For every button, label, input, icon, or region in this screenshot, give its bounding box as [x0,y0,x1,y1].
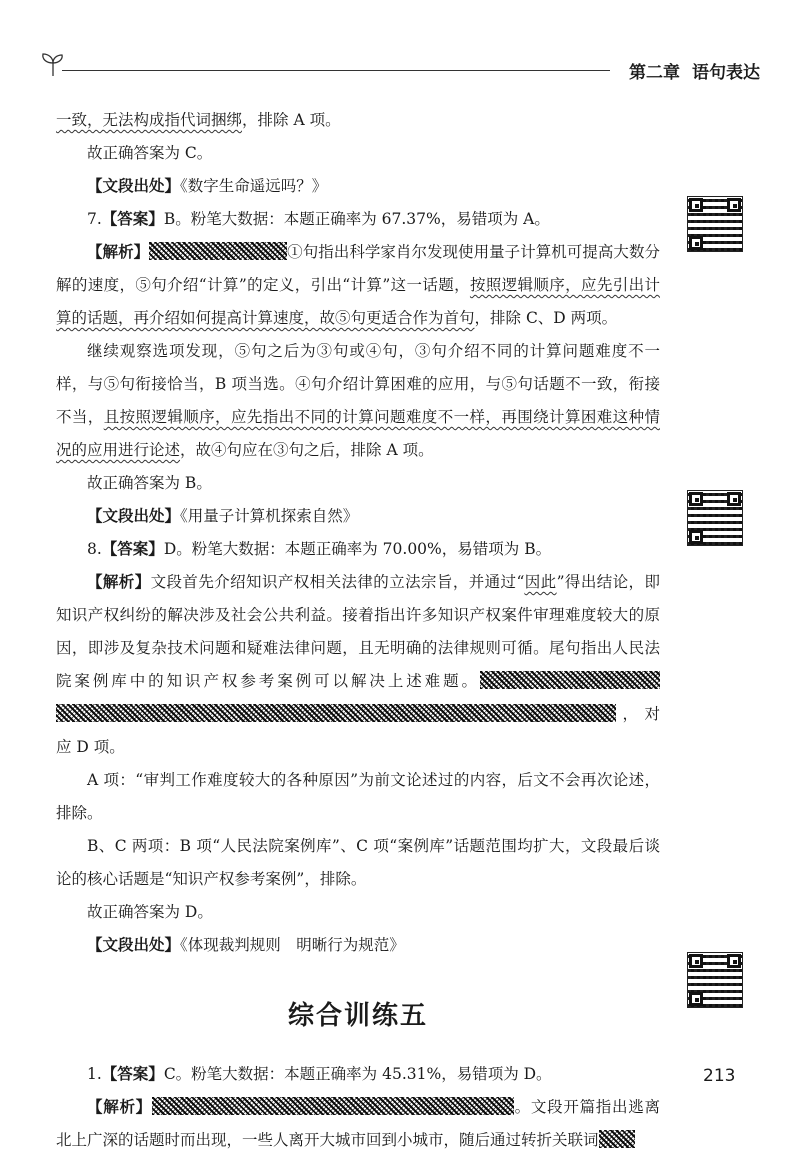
source-label: 【文段出处】 [87,936,181,954]
text: ，排除 A 项。 [242,111,341,129]
analysis-label: 【解析】 [87,1098,152,1116]
page-content [56,104,660,1157]
qr-code-icon[interactable] [687,490,743,546]
question-answer-7 [56,203,660,236]
source-title: 《数字生命遥远吗？》 [180,177,328,195]
page-number: 213 [703,1066,736,1086]
question-number: 8. [87,540,102,558]
analysis-7 [56,236,660,335]
underlined-text: 按照逻辑顺序，应先引出计算的话题，再介绍如何提高计算速度，故⑤句更适合作为首句 [56,276,660,327]
redacted-block [480,671,660,689]
analysis-7-continued [56,335,660,467]
question-answer-8 [56,533,660,566]
option-analysis-bc: B、C 两项：B 项“人民法院案例库”、C 项“案例库”话题范围均扩大，文段最后谈论的核心话题是“知识产权参考案例”，排除。 [56,837,660,888]
question-answer-1 [56,1058,660,1091]
text: ，故④句应在③句之后，排除 A 项。 [180,441,434,459]
option-analysis-a: A 项：“审判工作难度较大的各种原因”为前文论述过的内容，后文不会再次论述，排除。 [56,771,660,822]
running-header [40,52,760,82]
answer-line: 故正确答案为 C。 [87,144,213,162]
text: ①句指出科学家肖尔发现使用量子计算机可提高大数分解的速度，⑤句介绍“计算”的定义，引出“计算”这一话题， [56,243,660,294]
answer-label: 【答案】 [101,540,164,558]
analysis-1 [56,1091,660,1157]
text: 文段首先介绍知识产权相关法律的立法宗旨，并通过“ [150,573,525,591]
answer-text: D。粉笔大数据：本题正确率为 70.00%，易错项为 B。 [163,540,552,558]
answer-label: 【答案】 [101,210,164,228]
text: ，对应 D 项。 [56,705,660,756]
answer-text: B。粉笔大数据：本题正确率为 67.37%，易错项为 A。 [163,210,550,228]
section-label: 语句表达 [692,63,760,83]
analysis-label: 【解析】 [87,243,150,261]
redacted-block [599,1130,635,1148]
text: 继续观察选项发现，⑤句之后为③句或④句，③句介绍不同的计算问题难度不一样，与⑤句衔接恰当，B 项当选。④句介绍计算困难的应用，与⑤句话题不一致，衔接不当， [56,342,660,426]
redacted-block [56,704,616,722]
section-title: 综合训练五 [287,1001,428,1031]
source-line [56,929,660,962]
underlined-text: 因此 [524,573,557,591]
question-number: 7. [87,210,102,228]
chapter-label: 第二章 [629,63,680,83]
source-title: 《体现裁判规则 明晰行为规范》 [180,936,405,954]
answer-line: 故正确答案为 D。 [87,903,213,921]
redacted-block [152,1097,514,1115]
answer-line: 故正确答案为 B。 [87,474,212,492]
header-title [629,58,760,83]
source-title: 《用量子计算机探索自然》 [180,507,359,525]
qr-code-icon[interactable] [687,952,743,1008]
qr-code-icon[interactable] [687,196,743,252]
text: ”得出结论，即知识产权纠纷的解决涉及社会公共利益。接着指出许多知识产权案件审理难度较大的原因，即涉及复杂技术问题和疑难法律问题，且无明确的法律规则可循。尾句指出人民法院案例库中的知识产权参考案例可以解决上述难题。 [56,573,660,690]
answer-text: C。粉笔大数据：本题正确率为 45.31%，易错项为 D。 [163,1065,552,1083]
source-line [56,500,660,533]
analysis-8 [56,566,660,764]
header-rule [62,70,610,71]
question-number: 1. [87,1065,102,1083]
text: 。文段开篇指出逃离北上广深的话题时而出现，一些人离开大城市回到小城市，随后通过转折关联词 [56,1098,660,1149]
source-label: 【文段出处】 [87,507,181,525]
source-line [56,170,660,203]
text: ，排除 C、D 两项。 [474,309,618,327]
answer-label: 【答案】 [101,1065,164,1083]
redacted-block [149,242,287,260]
paragraph [56,104,660,137]
leaf-icon [40,52,66,78]
source-label: 【文段出处】 [87,177,181,195]
analysis-label: 【解析】 [87,573,151,591]
underlined-text: 一致，无法构成指代词捆绑 [56,111,243,129]
underlined-text: 且按照逻辑顺序，应先指出不同的计算问题难度不一样，再围绕计算困难这种情况的应用进行论述 [56,408,660,459]
